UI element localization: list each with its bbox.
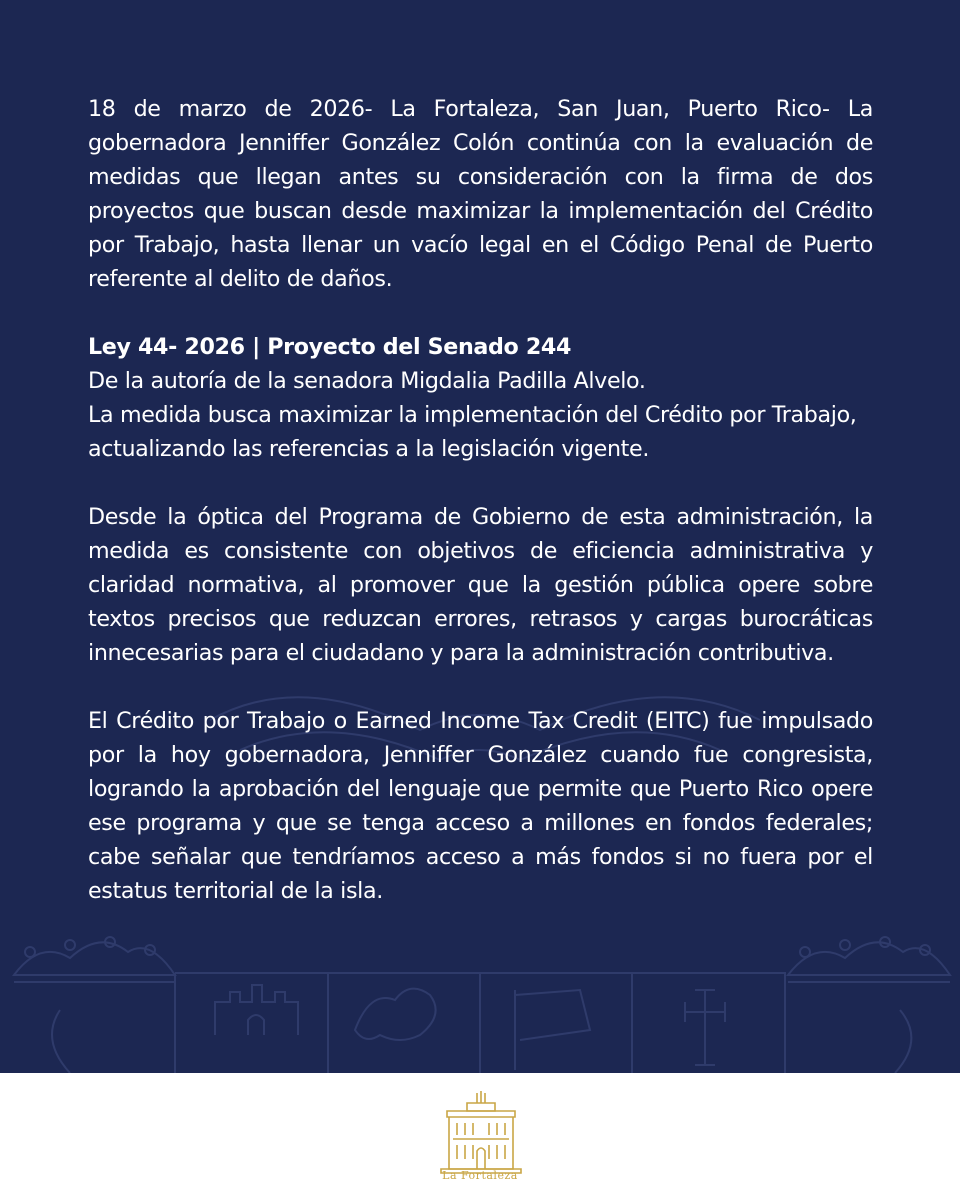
castle-icon — [215, 985, 298, 1035]
right-crown-icon — [788, 937, 950, 982]
left-crown-icon — [14, 937, 175, 982]
logo-wordmark: La Fortaleza — [442, 1169, 518, 1182]
program-paragraph: Desde la óptica del Programa de Gobierno de esta administración, la medida es consistente con objetivos de eficiencia administrativa y claridad normativa, al promover que la gestión pública opere sobre textos precisos que reduzcan errores, retrasos y cargas burocráticas innecesarias para el ciudadano y para la administración contributiva. — [88, 504, 873, 666]
summary-text: La medida busca maximizar la implementación del Crédito por Trabajo, actualizando las referencias a la legislación vigente. — [88, 402, 857, 462]
footer — [0, 1073, 960, 1200]
eitc-paragraph: El Crédito por Trabajo o Earned Income Tax Credit (EITC) fue impulsado por la hoy gobernadora, Jenniffer González cuando fue congresista, logrando la aprobación del lenguaje que permite que Puerto Rico opere ese programa y que se tenga acceso a millones en fondos federales; cabe señalar que tendríamos acceso a más fondos si no fuera por el estatus territorial de la isla. — [88, 708, 873, 904]
banner-icon — [515, 990, 590, 1070]
author-line: De la autoría de la senadora Migdalia Padilla Alvelo. — [88, 368, 646, 394]
section-heading: Ley 44- 2026 | Proyecto del Senado 244 — [88, 334, 572, 360]
bill-section — [88, 330, 873, 466]
la-fortaleza-building-icon — [437, 1089, 525, 1181]
intro-paragraph: 18 de marzo de 2026- La Fortaleza, San Juan, Puerto Rico- La gobernadora Jenniffer González Colón continúa con la evaluación de medidas que llegan antes su consideración con la firma de dos proyectos que buscan desde maximizar la implementación del Crédito por Trabajo, hasta llenar un vacío legal en el Código Penal de Puerto referente al delito de daños. — [88, 96, 873, 292]
lion-icon — [355, 989, 436, 1040]
article-body — [88, 92, 873, 942]
cross-icon — [685, 990, 725, 1065]
